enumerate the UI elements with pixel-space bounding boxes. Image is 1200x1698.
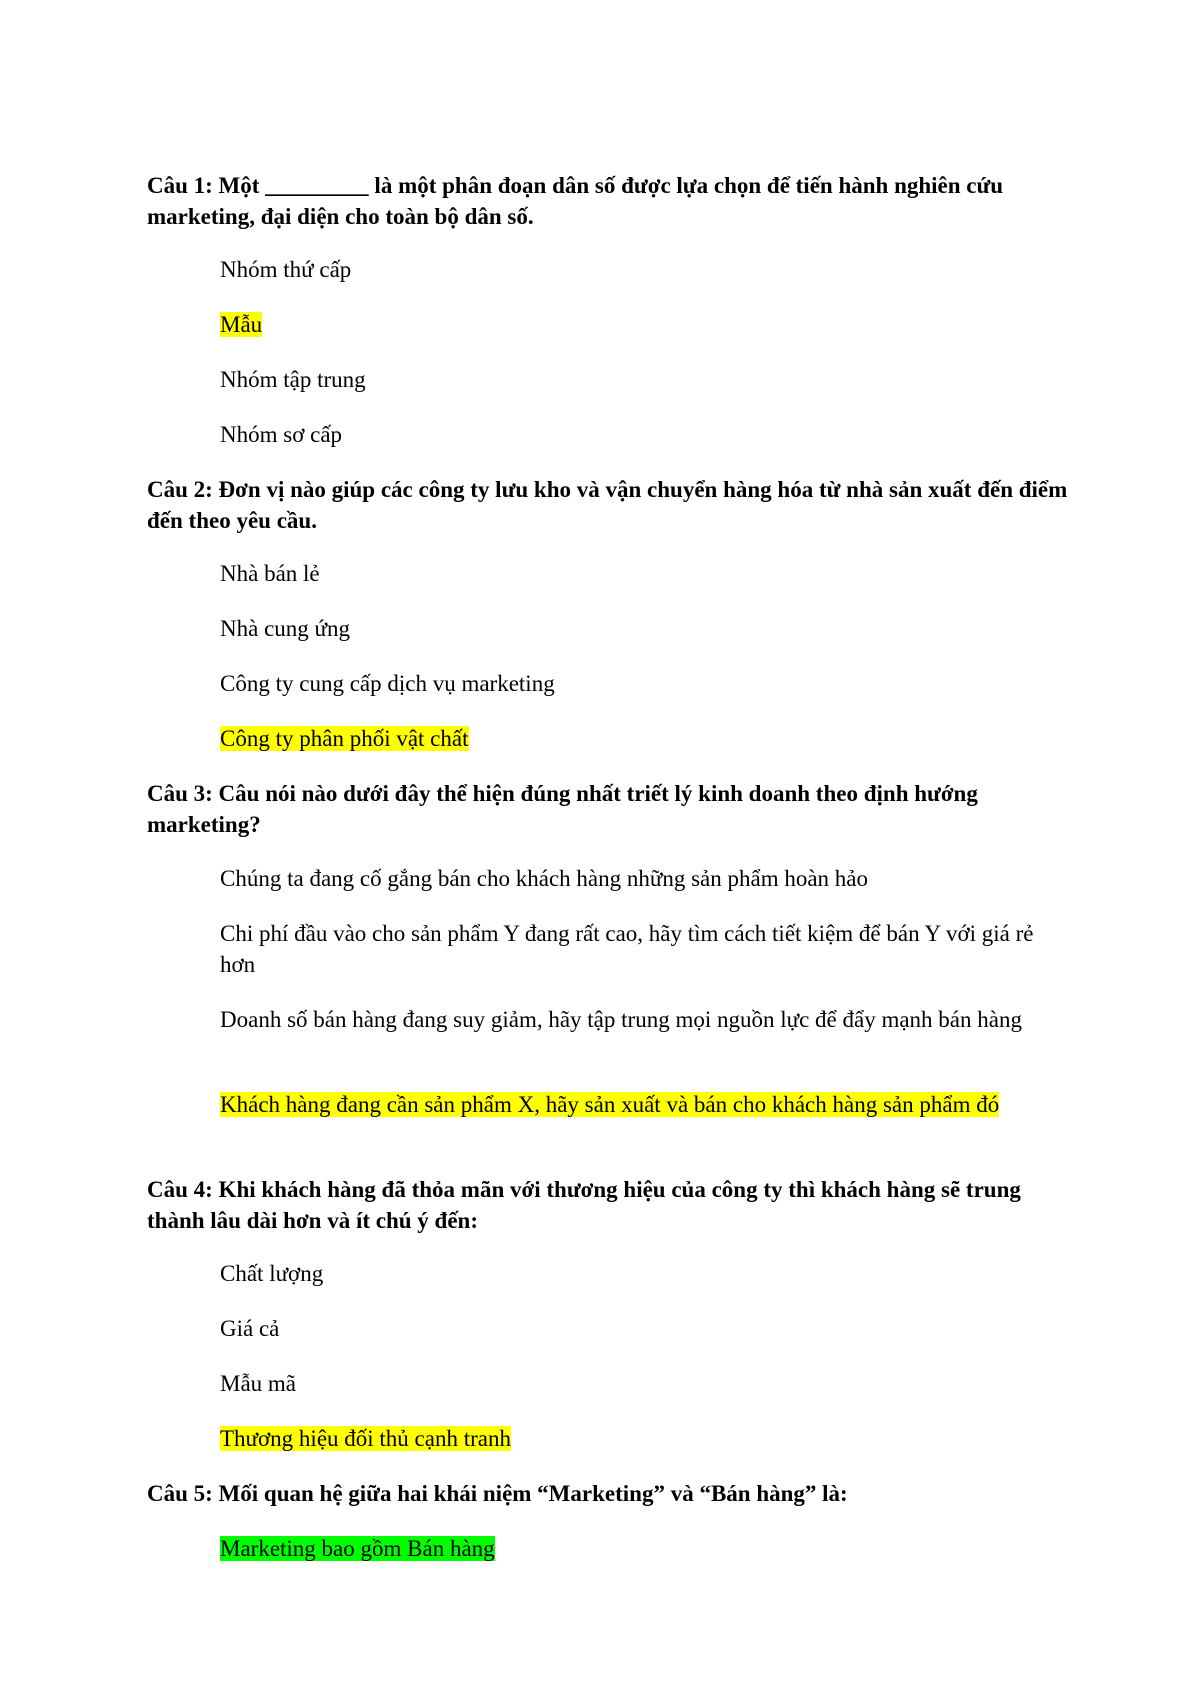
option-text-highlighted: Marketing bao gồm Bán hàng bbox=[220, 1536, 495, 1561]
option-3b bbox=[220, 918, 1070, 980]
option-1b bbox=[220, 309, 1070, 340]
option-text-highlighted: Thương hiệu đối thủ cạnh tranh bbox=[220, 1426, 511, 1451]
option-text: Nhóm tập trung bbox=[220, 367, 366, 392]
option-3d bbox=[220, 1089, 1070, 1120]
option-text: Chất lượng bbox=[220, 1261, 324, 1286]
option-1a bbox=[220, 254, 1070, 285]
option-2c bbox=[220, 668, 1070, 699]
question-3: Câu 3: Câu nói nào dưới đây thể hiện đúng nhất triết lý kinh doanh theo định hướng marketing? bbox=[147, 781, 978, 837]
option-text-highlighted: Khách hàng đang cần sản phẩm X, hãy sản xuất và bán cho khách hàng sản phẩm đó bbox=[220, 1092, 1000, 1117]
option-2b bbox=[220, 613, 1070, 644]
option-text: Chi phí đầu vào cho sản phẩm Y đang rất cao, hãy tìm cách tiết kiệm để bán Y với giá rẻ hơn bbox=[220, 921, 1034, 977]
option-text: Nhóm thứ cấp bbox=[220, 257, 352, 282]
option-4d bbox=[220, 1423, 1070, 1454]
question-2: Câu 2: Đơn vị nào giúp các công ty lưu kho và vận chuyển hàng hóa từ nhà sản xuất đến điểm đến theo yêu cầu. bbox=[147, 477, 1068, 533]
option-text-highlighted: Công ty phân phối vật chất bbox=[220, 726, 469, 751]
option-text: Giá cả bbox=[220, 1316, 280, 1341]
option-text: Nhà cung ứng bbox=[220, 616, 350, 641]
question-5: Câu 5: Mối quan hệ giữa hai khái niệm “Marketing” và “Bán hàng” là: bbox=[147, 1481, 848, 1506]
option-text: Mẫu mã bbox=[220, 1371, 297, 1396]
option-1d bbox=[220, 419, 1070, 450]
option-4a bbox=[220, 1258, 1070, 1289]
option-text-highlighted: Mẫu bbox=[220, 312, 263, 337]
option-4b bbox=[220, 1313, 1070, 1344]
option-1c bbox=[220, 364, 1070, 395]
option-2d bbox=[220, 723, 1070, 754]
option-4c bbox=[220, 1368, 1070, 1399]
question-1: Câu 1: Một _________ là một phân đoạn dân số được lựa chọn để tiến hành nghiên cứu marketing, đại diện cho toàn bộ dân số. bbox=[147, 173, 1004, 229]
question-4: Câu 4: Khi khách hàng đã thỏa mãn với thương hiệu của công ty thì khách hàng sẽ trung thành lâu dài hơn và ít chú ý đến: bbox=[147, 1177, 1021, 1233]
option-text: Công ty cung cấp dịch vụ marketing bbox=[220, 671, 555, 696]
option-text: Nhóm sơ cấp bbox=[220, 422, 343, 447]
option-5a bbox=[220, 1533, 1070, 1564]
option-2a bbox=[220, 558, 1070, 589]
option-text: Doanh số bán hàng đang suy giảm, hãy tập trung mọi nguồn lực để đẩy mạnh bán hàng bbox=[220, 1007, 1022, 1032]
option-text: Chúng ta đang cố gắng bán cho khách hàng những sản phẩm hoàn hảo bbox=[220, 866, 868, 891]
option-3a bbox=[220, 863, 1070, 894]
option-text: Nhà bán lẻ bbox=[220, 561, 320, 586]
option-3c bbox=[220, 1004, 1070, 1035]
